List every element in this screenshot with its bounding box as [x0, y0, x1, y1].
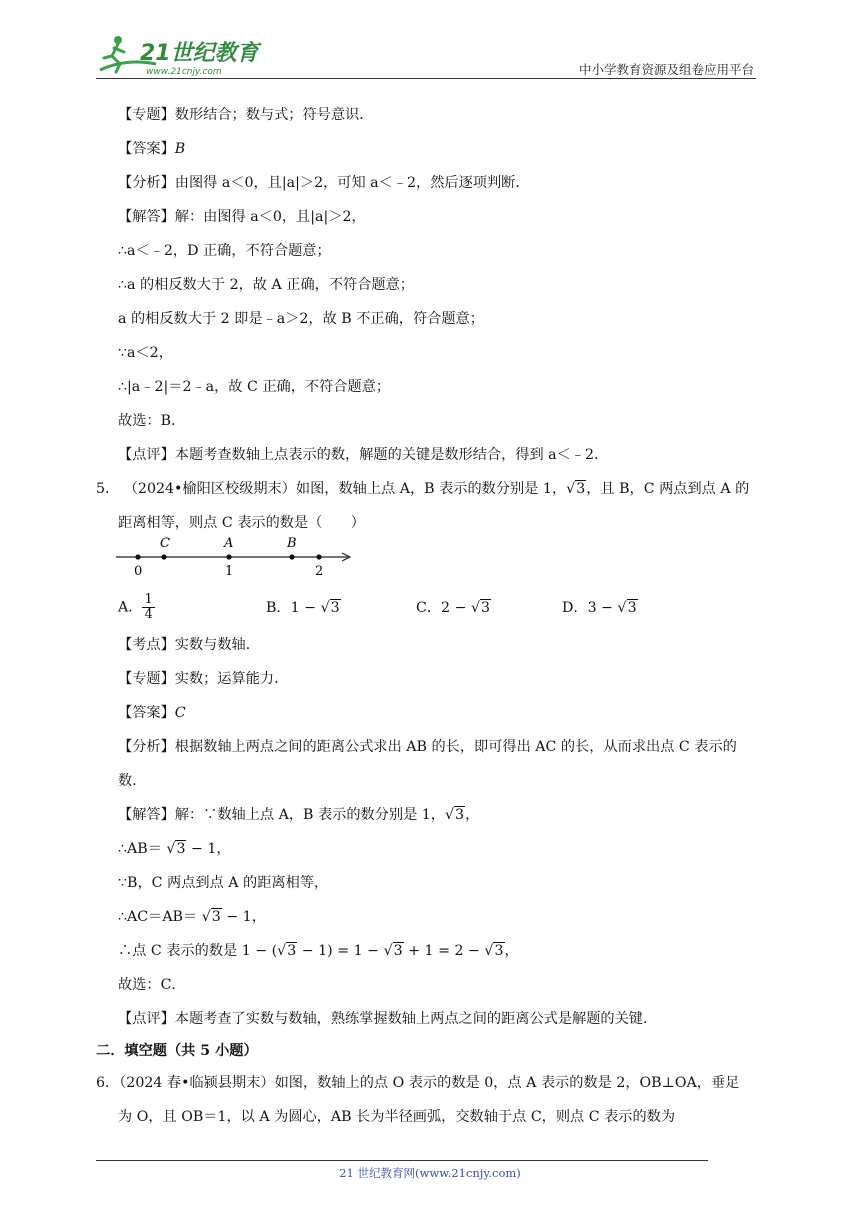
site-logo	[96, 34, 266, 78]
q4-solution-6: ∴|a﹣2|＝2﹣a，故 C 正确，不符合题意；	[118, 379, 391, 395]
option-b-text: 1 −	[290, 600, 321, 616]
q5-solution-4-a: ∴AC＝AB＝	[118, 909, 202, 925]
sqrt-expression: √3	[484, 943, 504, 959]
q6-stem-line-1	[96, 1073, 739, 1093]
logo-url: www.21cnjy.com	[146, 67, 222, 77]
q4-solution-2: ∴a＜﹣2，D 正确，不符合题意；	[118, 243, 331, 259]
number-line-figure	[116, 533, 356, 579]
option-c	[416, 597, 491, 617]
sqrt-arg: 3	[330, 600, 340, 616]
sqrt-expression: √3	[166, 841, 186, 857]
q5-solution-1: 【解答】解：∵数轴上点 A，B 表示的数分别是 1，√3，	[118, 807, 480, 823]
option-b	[266, 597, 341, 617]
sqrt-arg: 3	[176, 841, 186, 857]
option-d-label: D．	[562, 600, 588, 616]
q4-topic: 【专题】数形结合；数与式；符号意识．	[118, 107, 374, 123]
fraction-numerator: 1	[144, 592, 153, 607]
sqrt-expression: √3	[566, 481, 586, 497]
option-a	[118, 593, 155, 622]
q5-solution-5-d: ，	[504, 943, 519, 959]
q5-solution-3: ∵B，C 两点到点 A 的距离相等，	[118, 875, 329, 891]
q4-answer	[118, 139, 185, 159]
q5-stem-line-1	[96, 479, 749, 499]
q4-solution-4: a 的相反数大于 2 即是﹣a＞2，故 B 不正确，符合题意；	[118, 311, 484, 327]
q5-solution-2	[118, 839, 231, 859]
q5-topic: 【专题】实数；运算能力．	[118, 671, 289, 687]
q6-stem-line-2: 为 O，且 OB＝1，以 A 为圆心，AB 长为半径画弧，交数轴于点 C，则点 C 表示的数为	[118, 1109, 676, 1125]
q5-solution-5-c: + 1 = 2 −	[403, 943, 485, 959]
fraction-denominator: 4	[144, 607, 153, 622]
sqrt-arg: 3	[576, 481, 586, 497]
q5-solution-1-text: 【解答】解：∵数轴上点 A，B 表示的数分别是 1，	[118, 807, 445, 823]
section-heading: 二．填空题（共 5 小题）	[96, 1043, 258, 1059]
q4-solution-7: 故选：B．	[118, 413, 186, 429]
q4-answer-value: B	[174, 141, 186, 157]
q4-solution-3: ∴a 的相反数大于 2，故 A 正确，不符合题意；	[118, 277, 414, 293]
page-footer: 21 世纪教育网(www.21cnjy.com)	[339, 1166, 521, 1180]
q5-number: 5．	[96, 481, 120, 497]
option-b-label: B．	[266, 600, 291, 616]
tick-2-label: 2	[315, 564, 324, 579]
q5-solution-4-b: − 1，	[221, 909, 266, 925]
q4-answer-label: 【答案】	[118, 141, 175, 157]
footer-divider	[96, 1160, 708, 1161]
tick-0-label: 0	[134, 564, 143, 579]
q5-answer-value: C	[174, 705, 186, 721]
point-a-label: A	[224, 536, 234, 551]
q5-solution-2-b: − 1，	[186, 841, 231, 857]
sqrt-arg: 3	[455, 807, 465, 823]
q5-stem-b: ，且 B，C 两点到点 A 的	[586, 481, 750, 497]
sqrt-expression: √3	[320, 600, 340, 616]
q5-solution-6: 故选：C．	[118, 977, 186, 993]
page-header	[0, 0, 860, 80]
option-d	[562, 597, 638, 617]
option-a-label: A．	[118, 599, 143, 616]
q6-stem-1: （2024 春•临颍县期末）如图，数轴上的点 O 表示的数是 0，点 A 表示的数是 2，OB⊥OA，垂足	[119, 1075, 740, 1091]
sqrt-expression: √3	[617, 600, 637, 616]
sqrt-arg: 3	[287, 943, 297, 959]
q5-answer	[118, 703, 186, 723]
platform-title: 中小学教育资源及组卷应用平台	[578, 62, 754, 77]
sqrt-arg: 3	[627, 600, 637, 616]
tick-1-label: 1	[225, 564, 234, 579]
sqrt-expression: √3	[444, 807, 465, 823]
q4-comment: 【点评】本题考查数轴上点表示的数，解题的关键是数形结合，得到 a＜﹣2．	[118, 447, 609, 463]
option-c-text: 2 −	[441, 600, 471, 616]
q4-analysis: 【分析】由图得 a＜0，且|a|＞2，可知 a＜﹣2，然后逐项判断．	[118, 175, 530, 191]
sqrt-arg: 3	[481, 600, 491, 616]
q5-solution-2-a: ∴AB＝	[118, 841, 167, 857]
sqrt-arg: 3	[211, 909, 221, 925]
q5-kaodian: 【考点】实数与数轴．	[118, 637, 260, 653]
point-b-label: B	[287, 536, 297, 551]
option-c-label: C．	[416, 600, 442, 616]
sqrt-expression: √3	[470, 600, 491, 616]
q5-solution-4	[118, 907, 266, 927]
sqrt-expression: √3	[383, 943, 403, 959]
q5-stem-a: （2024•榆阳区校级期末）如图，数轴上点 A，B 表示的数分别是 1，	[123, 481, 567, 497]
q6-number: 6．	[96, 1075, 120, 1091]
q5-solution-5	[118, 941, 519, 961]
q5-comment: 【点评】本题考查了实数与数轴，熟练掌握数轴上两点之间的距离公式是解题的关键．	[118, 1011, 658, 1027]
q5-answer-label: 【答案】	[118, 705, 175, 721]
q5-solution-5-a: ∴点 C 表示的数是 1 − (	[118, 943, 278, 959]
logo-text: 21世纪教育	[140, 41, 259, 66]
option-d-text: 3 −	[587, 600, 618, 616]
sqrt-expression: √3	[201, 909, 221, 925]
q4-solution-1: 【解答】解：由图得 a＜0，且|a|＞2，	[118, 209, 366, 225]
sqrt-arg: 3	[494, 943, 504, 959]
sqrt-arg: 3	[393, 943, 403, 959]
q5-analysis-2: 数．	[118, 773, 147, 789]
q5-analysis-1: 【分析】根据数轴上两点之间的距离公式求出 AB 的长，即可得出 AC 的长，从而求出点 C 表示的	[118, 739, 737, 755]
q4-solution-5: ∵a＜2，	[118, 345, 173, 361]
sqrt-expression: √3	[277, 943, 297, 959]
fraction-one-quarter	[142, 593, 154, 622]
point-c-label: C	[160, 536, 170, 551]
q5-stem-line-2: 距离相等，则点 C 表示的数是（ ）	[118, 515, 365, 531]
header-divider	[96, 78, 756, 79]
q5-solution-5-b: − 1) = 1 −	[297, 943, 384, 959]
